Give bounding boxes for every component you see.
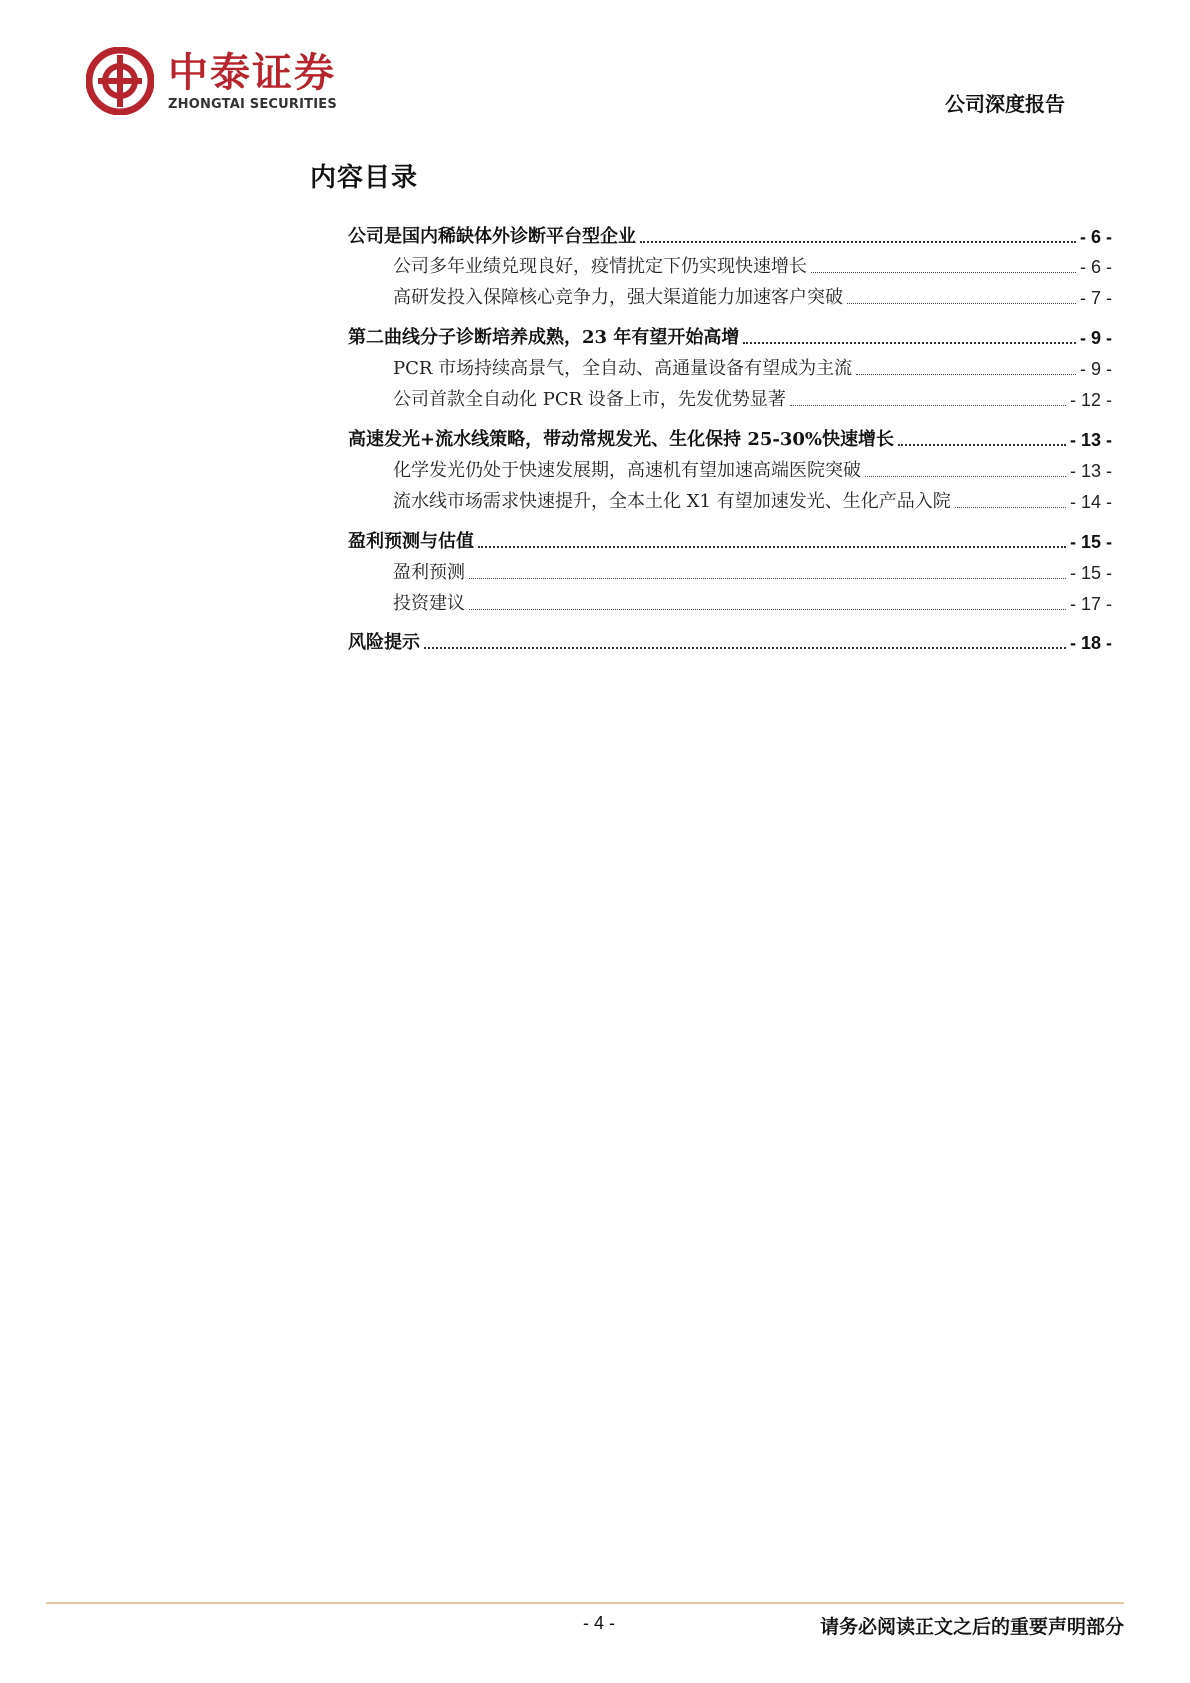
toc-entry-page: - 12 - <box>1069 390 1112 410</box>
zhongtai-logo-icon <box>86 47 154 115</box>
dot-leader <box>469 577 1066 579</box>
toc-entry-title: 高研发投入保障核心竞争力，强大渠道能力加速客户突破 <box>393 287 843 308</box>
toc-section-entry[interactable] <box>348 218 1112 248</box>
toc-section-entry[interactable] <box>348 319 1112 349</box>
toc-entry-title: 化学发光仍处于快速发展期，高速机有望加速高端医院突破 <box>393 460 861 481</box>
toc-entry-title: 公司首款全自动化 PCR 设备上市，先发优势显著 <box>393 389 786 410</box>
toc-entry-title: 公司是国内稀缺体外诊断平台型企业 <box>348 226 636 247</box>
toc-entry-page: - 15 - <box>1069 532 1112 552</box>
toc-entry-page: - 6 - <box>1079 227 1112 247</box>
toc-subsection-entry[interactable] <box>393 248 1112 278</box>
toc-entry-page: - 17 - <box>1069 594 1112 614</box>
toc-entry-title: 风险提示 <box>348 632 420 653</box>
dot-leader <box>898 443 1066 446</box>
footer-divider <box>46 1602 1124 1604</box>
toc-entry-page: - 14 - <box>1069 492 1112 512</box>
toc-entry-title: 第二曲线分子诊断培养成熟，23 年有望开始高增 <box>348 327 740 348</box>
toc-section-entry[interactable] <box>348 421 1112 451</box>
toc-subsection-entry[interactable] <box>393 554 1112 584</box>
toc-subsection-entry[interactable] <box>393 279 1112 309</box>
toc-title: 内容目录 <box>310 163 419 193</box>
dot-leader <box>424 646 1066 649</box>
dot-leader <box>955 506 1066 508</box>
company-logo <box>86 47 356 127</box>
toc-entry-page: - 7 - <box>1079 288 1112 308</box>
toc-entry-title: 公司多年业绩兑现良好，疫情扰定下仍实现快速增长 <box>393 256 807 277</box>
toc-entry-page: - 9 - <box>1079 328 1112 348</box>
toc-entry-title: 投资建议 <box>393 593 465 614</box>
toc-entry-page: - 6 - <box>1079 257 1112 277</box>
disclaimer-note: 请务必阅读正文之后的重要声明部分 <box>819 1616 1124 1638</box>
toc-entry-title: 盈利预测与估值 <box>348 531 474 552</box>
toc-entry-page: - 18 - <box>1069 633 1112 653</box>
dot-leader <box>478 545 1066 548</box>
logo-english-name: ZHONGTAI SECURITIES <box>168 97 337 112</box>
dot-leader <box>640 240 1076 243</box>
dot-leader <box>469 608 1066 610</box>
toc-entry-page: - 13 - <box>1069 461 1112 481</box>
dot-leader <box>856 373 1076 375</box>
toc-subsection-entry[interactable] <box>393 585 1112 615</box>
page-number: - 4 - <box>583 1613 616 1633</box>
document-type-label: 公司深度报告 <box>945 92 1065 116</box>
toc-entry-page: - 9 - <box>1079 359 1112 379</box>
toc-section-entry[interactable] <box>348 523 1112 553</box>
dot-leader <box>811 271 1076 273</box>
toc-subsection-entry[interactable] <box>393 350 1112 380</box>
toc-entry-title: 盈利预测 <box>393 562 465 583</box>
dot-leader <box>865 475 1066 477</box>
dot-leader <box>847 302 1076 304</box>
toc-subsection-entry[interactable] <box>393 452 1112 482</box>
toc-section-entry[interactable] <box>348 624 1112 654</box>
logo-chinese-name: 中泰证券 <box>168 50 336 96</box>
dot-leader <box>743 341 1076 344</box>
dot-leader <box>790 404 1066 406</box>
toc-entry-title: 高速发光+流水线策略，带动常规发光、生化保持 25-30%快速增长 <box>348 429 895 450</box>
toc-subsection-entry[interactable] <box>393 381 1112 411</box>
toc-entry-page: - 13 - <box>1069 430 1112 450</box>
toc-entry-title: PCR 市场持续高景气，全自动、高通量设备有望成为主流 <box>393 358 853 379</box>
toc-entry-title: 流水线市场需求快速提升，全本土化 X1 有望加速发光、生化产品入院 <box>393 491 951 512</box>
toc-entry-page: - 15 - <box>1069 563 1112 583</box>
toc-subsection-entry[interactable] <box>393 483 1112 513</box>
